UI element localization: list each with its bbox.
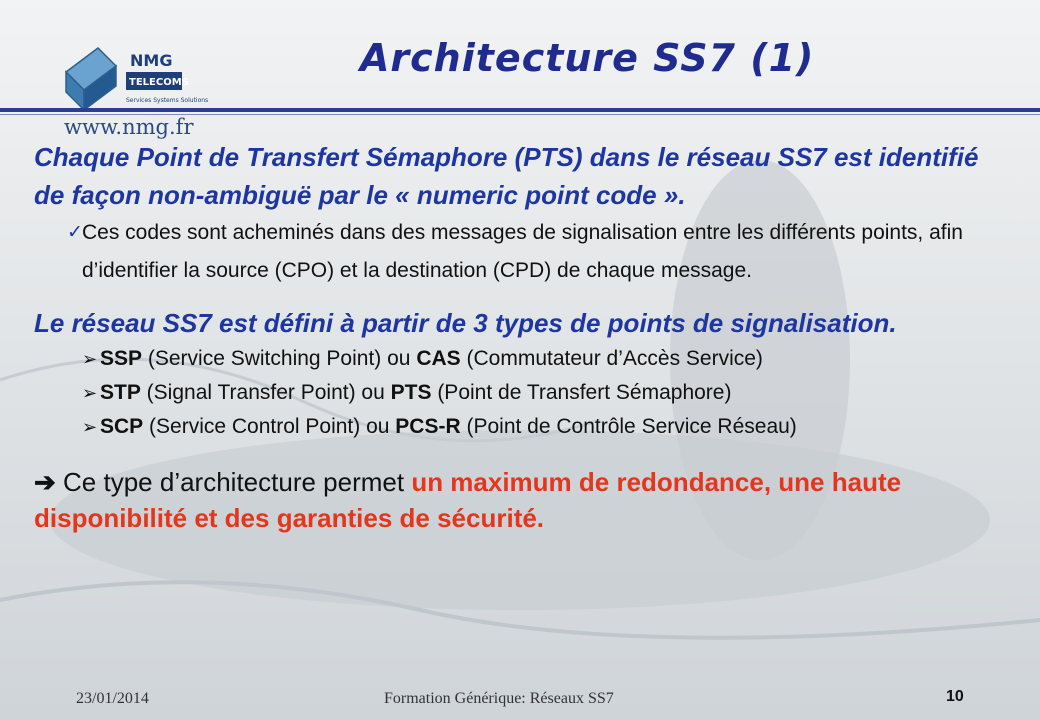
footer-course-title: Formation Générique: Réseaux SS7 xyxy=(384,690,614,707)
conclusion-highlight: un maximum de redondance, une haute disponibilité et des garanties de sécurité. xyxy=(34,467,902,533)
title-divider xyxy=(0,108,1040,112)
slide-body xyxy=(34,138,994,536)
footer-date: 23/01/2014 xyxy=(76,690,149,707)
arrow-bullet-icon: ➢ xyxy=(82,349,98,369)
right-arrow-icon: ➔ xyxy=(34,467,56,497)
website-url: www.nmg.fr xyxy=(64,115,194,139)
section1-heading: Chaque Point de Transfert Sémaphore (PTS) dans le réseau SS7 est identifié de façon non-ambiguë par le « numeric point code ». xyxy=(34,142,979,210)
slide-title: Architecture SS7 (1) xyxy=(360,36,815,80)
section1-bullet xyxy=(67,214,994,290)
list-item: ➢ STP (Signal Transfer Point) ou PTS (Point de Transfert Sémaphore) xyxy=(88,376,994,410)
list-item: ➢ SCP (Service Control Point) ou PCS-R (Point de Contrôle Service Réseau) xyxy=(88,410,994,444)
section1-bullet-text: Ces codes sont acheminés dans des messages de signalisation entre les différents points, afin d’identifier la source (CPO) et la destination (CPD) de chaque message. xyxy=(82,221,963,282)
signaling-point-list xyxy=(82,342,994,444)
list-item: ➢ SSP (Service Switching Point) ou CAS (Commutateur d’Accès Service) xyxy=(88,342,994,376)
checkmark-icon: ✓ xyxy=(67,222,83,243)
title-divider-thin xyxy=(0,114,1040,115)
conclusion xyxy=(34,464,994,536)
arrow-bullet-icon: ➢ xyxy=(82,417,98,437)
svg-text:TELECOMS: TELECOMS xyxy=(129,77,189,88)
svg-text:Services Systems Solutions: Services Systems Solutions xyxy=(126,97,209,104)
page-number: 10 xyxy=(946,688,964,705)
arrow-bullet-icon: ➢ xyxy=(82,383,98,403)
svg-text:NMG: NMG xyxy=(130,51,173,70)
conclusion-lead: Ce type d’architecture permet xyxy=(63,467,412,497)
section2-heading: Le réseau SS7 est défini à partir de 3 types de points de signalisation. xyxy=(34,308,897,338)
